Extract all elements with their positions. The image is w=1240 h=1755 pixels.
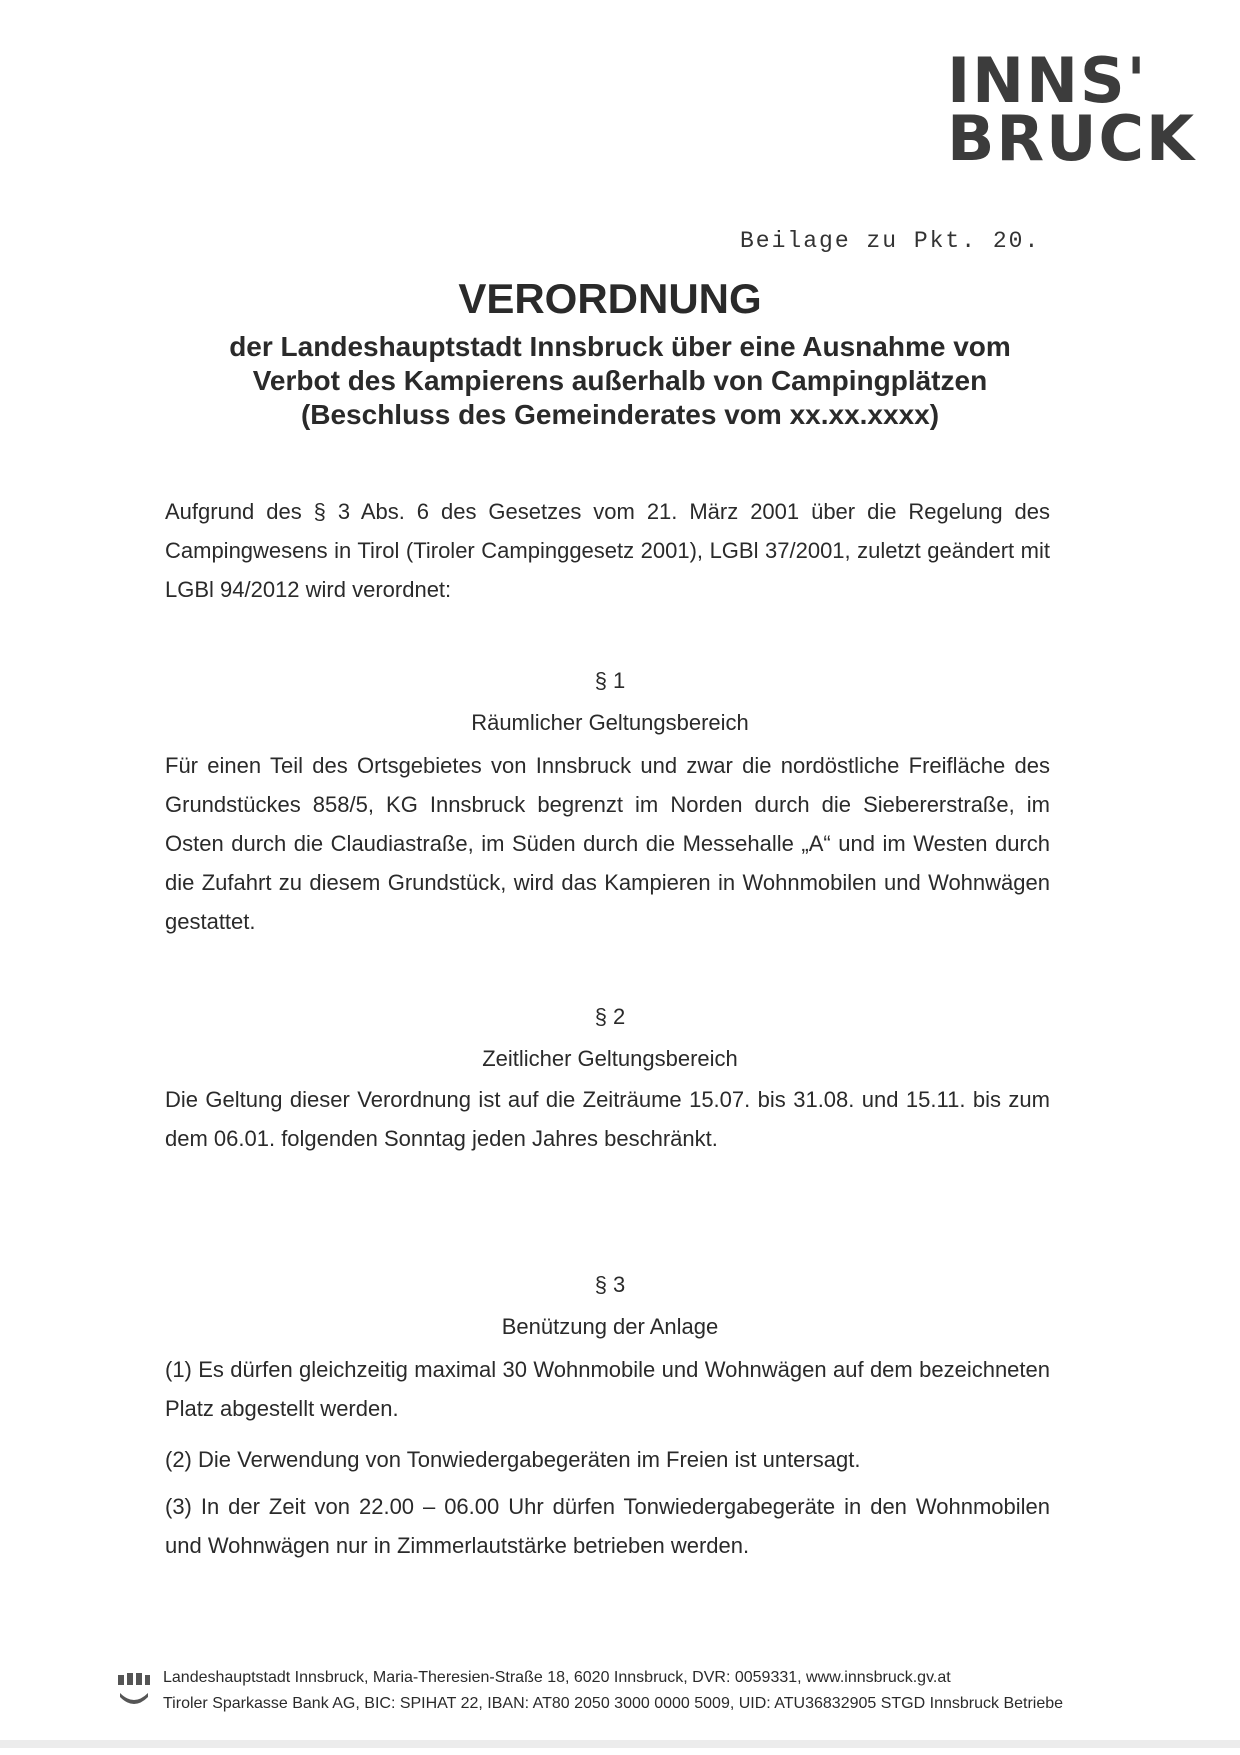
innsbruck-logo — [947, 44, 1196, 175]
scan-edge — [0, 1740, 1240, 1748]
section-1-paragraph: Für einen Teil des Ortsgebietes von Innsbruck und zwar die nordöstliche Freifläche des Grundstückes 858/5, KG Innsbruck begrenzt im Norden durch die Siebererstraße, im Osten durch die Claudiastraße, im Süden durch die Messehalle „A“ und im Westen durch die Zufahrt zu diesem Grundstück, wird das Kampieren in Wohnmobilen und Wohnwägen gestattet. — [165, 753, 1050, 934]
subtitle-line: der Landeshauptstadt Innsbruck über eine Ausnahme vom — [229, 331, 1011, 362]
footer-line-2: Tiroler Sparkasse Bank AG, BIC: SPIHAT 22, IBAN: AT80 2050 3000 0000 5009, UID: ATU36832905 STGD Innsbruck Betriebe — [163, 1695, 1064, 1712]
section-3-paragraph-1: (1) Es dürfen gleichzeitig maximal 30 Wohnmobile und Wohnwägen auf dem bezeichneten Platz abgestellt werden. — [165, 1357, 1050, 1421]
preamble: Aufgrund des § 3 Abs. 6 des Gesetzes vom 21. März 2001 über die Regelung des Campingwesens in Tirol (Tiroler Campinggesetz 2001), LGBl 37/2001, zuletzt geändert mit LGBl 94/2012 wird verordnet: — [165, 499, 1050, 602]
document-title: VERORDNUNG — [458, 275, 762, 322]
section-3-heading: Benützung der Anlage — [501, 1314, 719, 1339]
section-1-number: § 1 — [594, 668, 626, 693]
section-1-heading: Räumlicher Geltungsbereich — [471, 710, 749, 735]
logo-line-2: BRUCK — [947, 102, 1196, 175]
attachment-note: Beilage zu Pkt. 20. — [740, 228, 1041, 254]
section-2-heading: Zeitlicher Geltungsbereich — [482, 1046, 738, 1071]
section-3-paragraph-2: (2) Die Verwendung von Tonwiedergabegeräten im Freien ist untersagt. — [165, 1447, 861, 1472]
subtitle-line: (Beschluss des Gemeinderates vom xx.xx.xxxx) — [300, 399, 940, 430]
section-3-paragraph-3: (3) In der Zeit von 22.00 – 06.00 Uhr dürfen Tonwiedergabegeräte in den Wohnmobilen und Wohnwägen nur in Zimmerlautstärke betrieben werden. — [165, 1494, 1050, 1558]
section-3-number: § 3 — [594, 1272, 626, 1297]
city-emblem-icon — [117, 1671, 151, 1709]
logo-line-1: INNS' — [947, 44, 1148, 117]
footer-line-1: Landeshauptstadt Innsbruck, Maria-Theresien-Straße 18, 6020 Innsbruck, DVR: 0059331, www.innsbruck.gv.at — [163, 1669, 951, 1686]
subtitle-line: Verbot des Kampierens außerhalb von Campingplätzen — [252, 365, 988, 396]
section-2-number: § 2 — [594, 1004, 626, 1029]
document-subtitle — [180, 330, 1060, 432]
section-2-paragraph: Die Geltung dieser Verordnung ist auf die Zeiträume 15.07. bis 31.08. und 15.11. bis zum dem 06.01. folgenden Sonntag jeden Jahres beschränkt. — [165, 1087, 1050, 1151]
